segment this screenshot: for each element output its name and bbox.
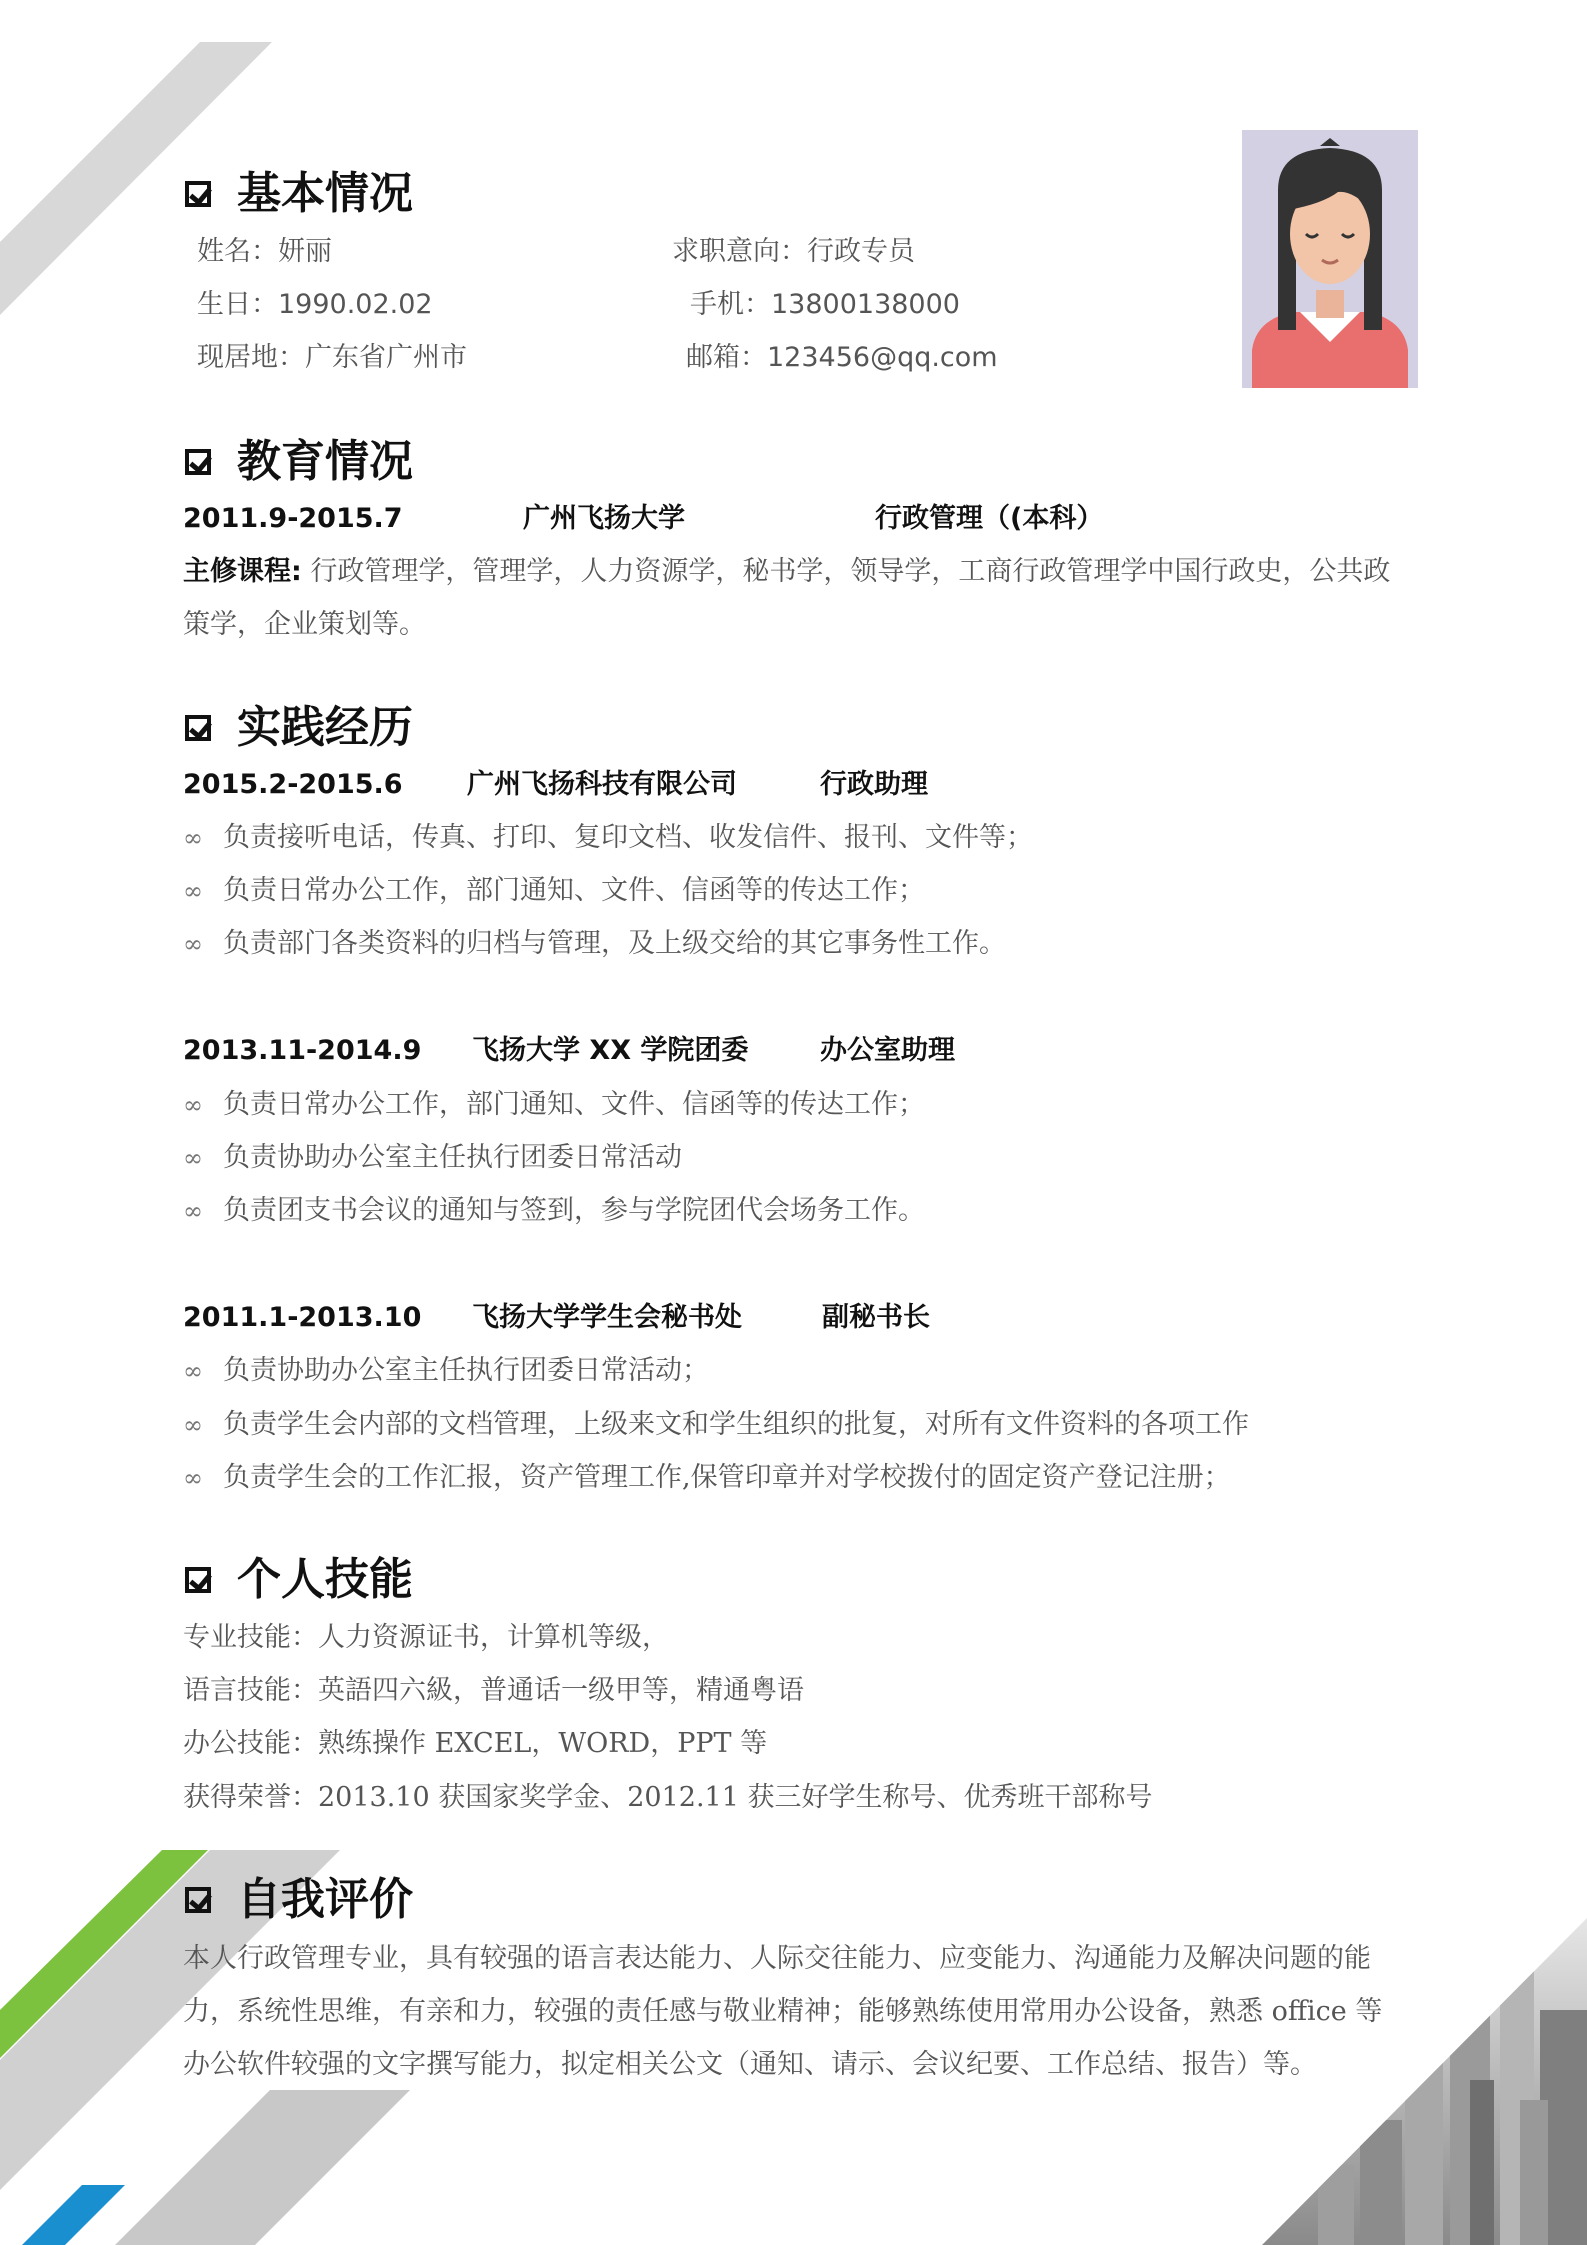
job-org: 飞扬大学学生会秘书处	[472, 1302, 742, 1333]
section-title-self: 自我评价	[185, 1878, 413, 1922]
job-intent-field: 求职意向：行政专员	[672, 236, 915, 267]
education-period: 2011.9-2015.7	[183, 503, 403, 534]
list-item: ∞ 负责协助办公室主任执行团委日常活动	[183, 1142, 682, 1173]
loop-bullet-icon: ∞	[183, 1091, 203, 1119]
section-title-practice: 实践经历	[185, 706, 413, 750]
phone-field: 手机：13800138000	[690, 289, 960, 320]
job-org: 飞扬大学 XX 学院团委	[472, 1035, 749, 1066]
loop-bullet-icon: ∞	[183, 1197, 203, 1225]
job-role: 行政助理	[820, 769, 928, 800]
list-item: ∞ 负责协助办公室主任执行团委日常活动；	[183, 1355, 709, 1386]
list-item: ∞ 负责部门各类资料的归档与管理，及上级交给的其它事务性工作。	[183, 928, 1006, 959]
job-period: 2011.1-2013.10	[183, 1302, 422, 1333]
skill-line: 办公技能：熟练操作 EXCEL，WORD，PPT 等	[183, 1728, 768, 1759]
job-period: 2013.11-2014.9	[183, 1035, 422, 1066]
education-courses: 主修课程: 行政管理学，管理学，人力资源学，秘书学，领导学，工商行政管理学中国行政史，公共政策学，企业策划等。	[183, 556, 1391, 640]
loop-bullet-icon: ∞	[183, 1144, 203, 1172]
loop-bullet-icon: ∞	[183, 1357, 203, 1385]
list-item: ∞ 负责团支书会议的通知与签到，参与学院团代会场务工作。	[183, 1195, 925, 1226]
list-item: ∞ 负责日常办公工作，部门通知、文件、信函等的传达工作；	[183, 875, 925, 906]
list-item: ∞ 负责学生会的工作汇报，资产管理工作,保管印章并对学校拨付的固定资产登记注册；	[183, 1462, 1231, 1493]
job-org: 广州飞扬科技有限公司	[467, 769, 737, 800]
section-title-education: 教育情况	[185, 440, 413, 484]
avatar	[1242, 130, 1418, 388]
education-school: 广州飞扬大学	[523, 503, 685, 534]
job-period: 2015.2-2015.6	[183, 769, 403, 800]
skill-line: 语言技能：英語四六級，普通话一级甲等，精通粤语	[183, 1675, 804, 1706]
birth-field: 生日：1990.02.02	[197, 289, 433, 320]
email-field: 邮箱：123456@qq.com	[686, 342, 998, 373]
list-item: ∞ 负责接听电话，传真、打印、复印文档、收发信件、报刊、文件等；	[183, 822, 1033, 853]
checkbox-icon	[185, 1887, 211, 1913]
loop-bullet-icon: ∞	[183, 877, 203, 905]
residence-field: 现居地：广东省广州市	[197, 342, 467, 373]
checkbox-icon	[185, 449, 211, 475]
list-item: ∞ 负责学生会内部的文档管理，上级来文和学生组织的批复，对所有文件资料的各项工作	[183, 1409, 1249, 1440]
self-evaluation-text: 本人行政管理专业，具有较强的语言表达能力、人际交往能力、应变能力、沟通能力及解决问题的能力，系统性思维，有亲和力，较强的责任感与敬业精神；能够熟练使用常用办公设备，熟悉 office 等办公软件较强的文字撰写能力，拟定相关公文（通知、请示、会议纪要、工作总结、报告）等。	[183, 1943, 1383, 2080]
skill-line: 获得荣誉：2013.10 获国家奖学金、2012.11 获三好学生称号、优秀班干部称号	[183, 1782, 1153, 1813]
list-item: ∞ 负责日常办公工作，部门通知、文件、信函等的传达工作；	[183, 1089, 925, 1120]
checkbox-icon	[185, 181, 211, 207]
skill-line: 专业技能：人力资源证书，计算机等级，	[183, 1622, 669, 1653]
job-role: 副秘书长	[822, 1302, 930, 1333]
loop-bullet-icon: ∞	[183, 930, 203, 958]
loop-bullet-icon: ∞	[183, 1464, 203, 1492]
section-title-basic: 基本情况	[185, 172, 413, 216]
section-title-skills: 个人技能	[185, 1558, 413, 1602]
checkbox-icon	[185, 1567, 211, 1593]
loop-bullet-icon: ∞	[183, 1411, 203, 1439]
name-field: 姓名：妍丽	[197, 236, 332, 267]
education-major: 行政管理（(本科）	[875, 503, 1104, 534]
checkbox-icon	[185, 715, 211, 741]
job-role: 办公室助理	[820, 1035, 955, 1066]
loop-bullet-icon: ∞	[183, 824, 203, 852]
